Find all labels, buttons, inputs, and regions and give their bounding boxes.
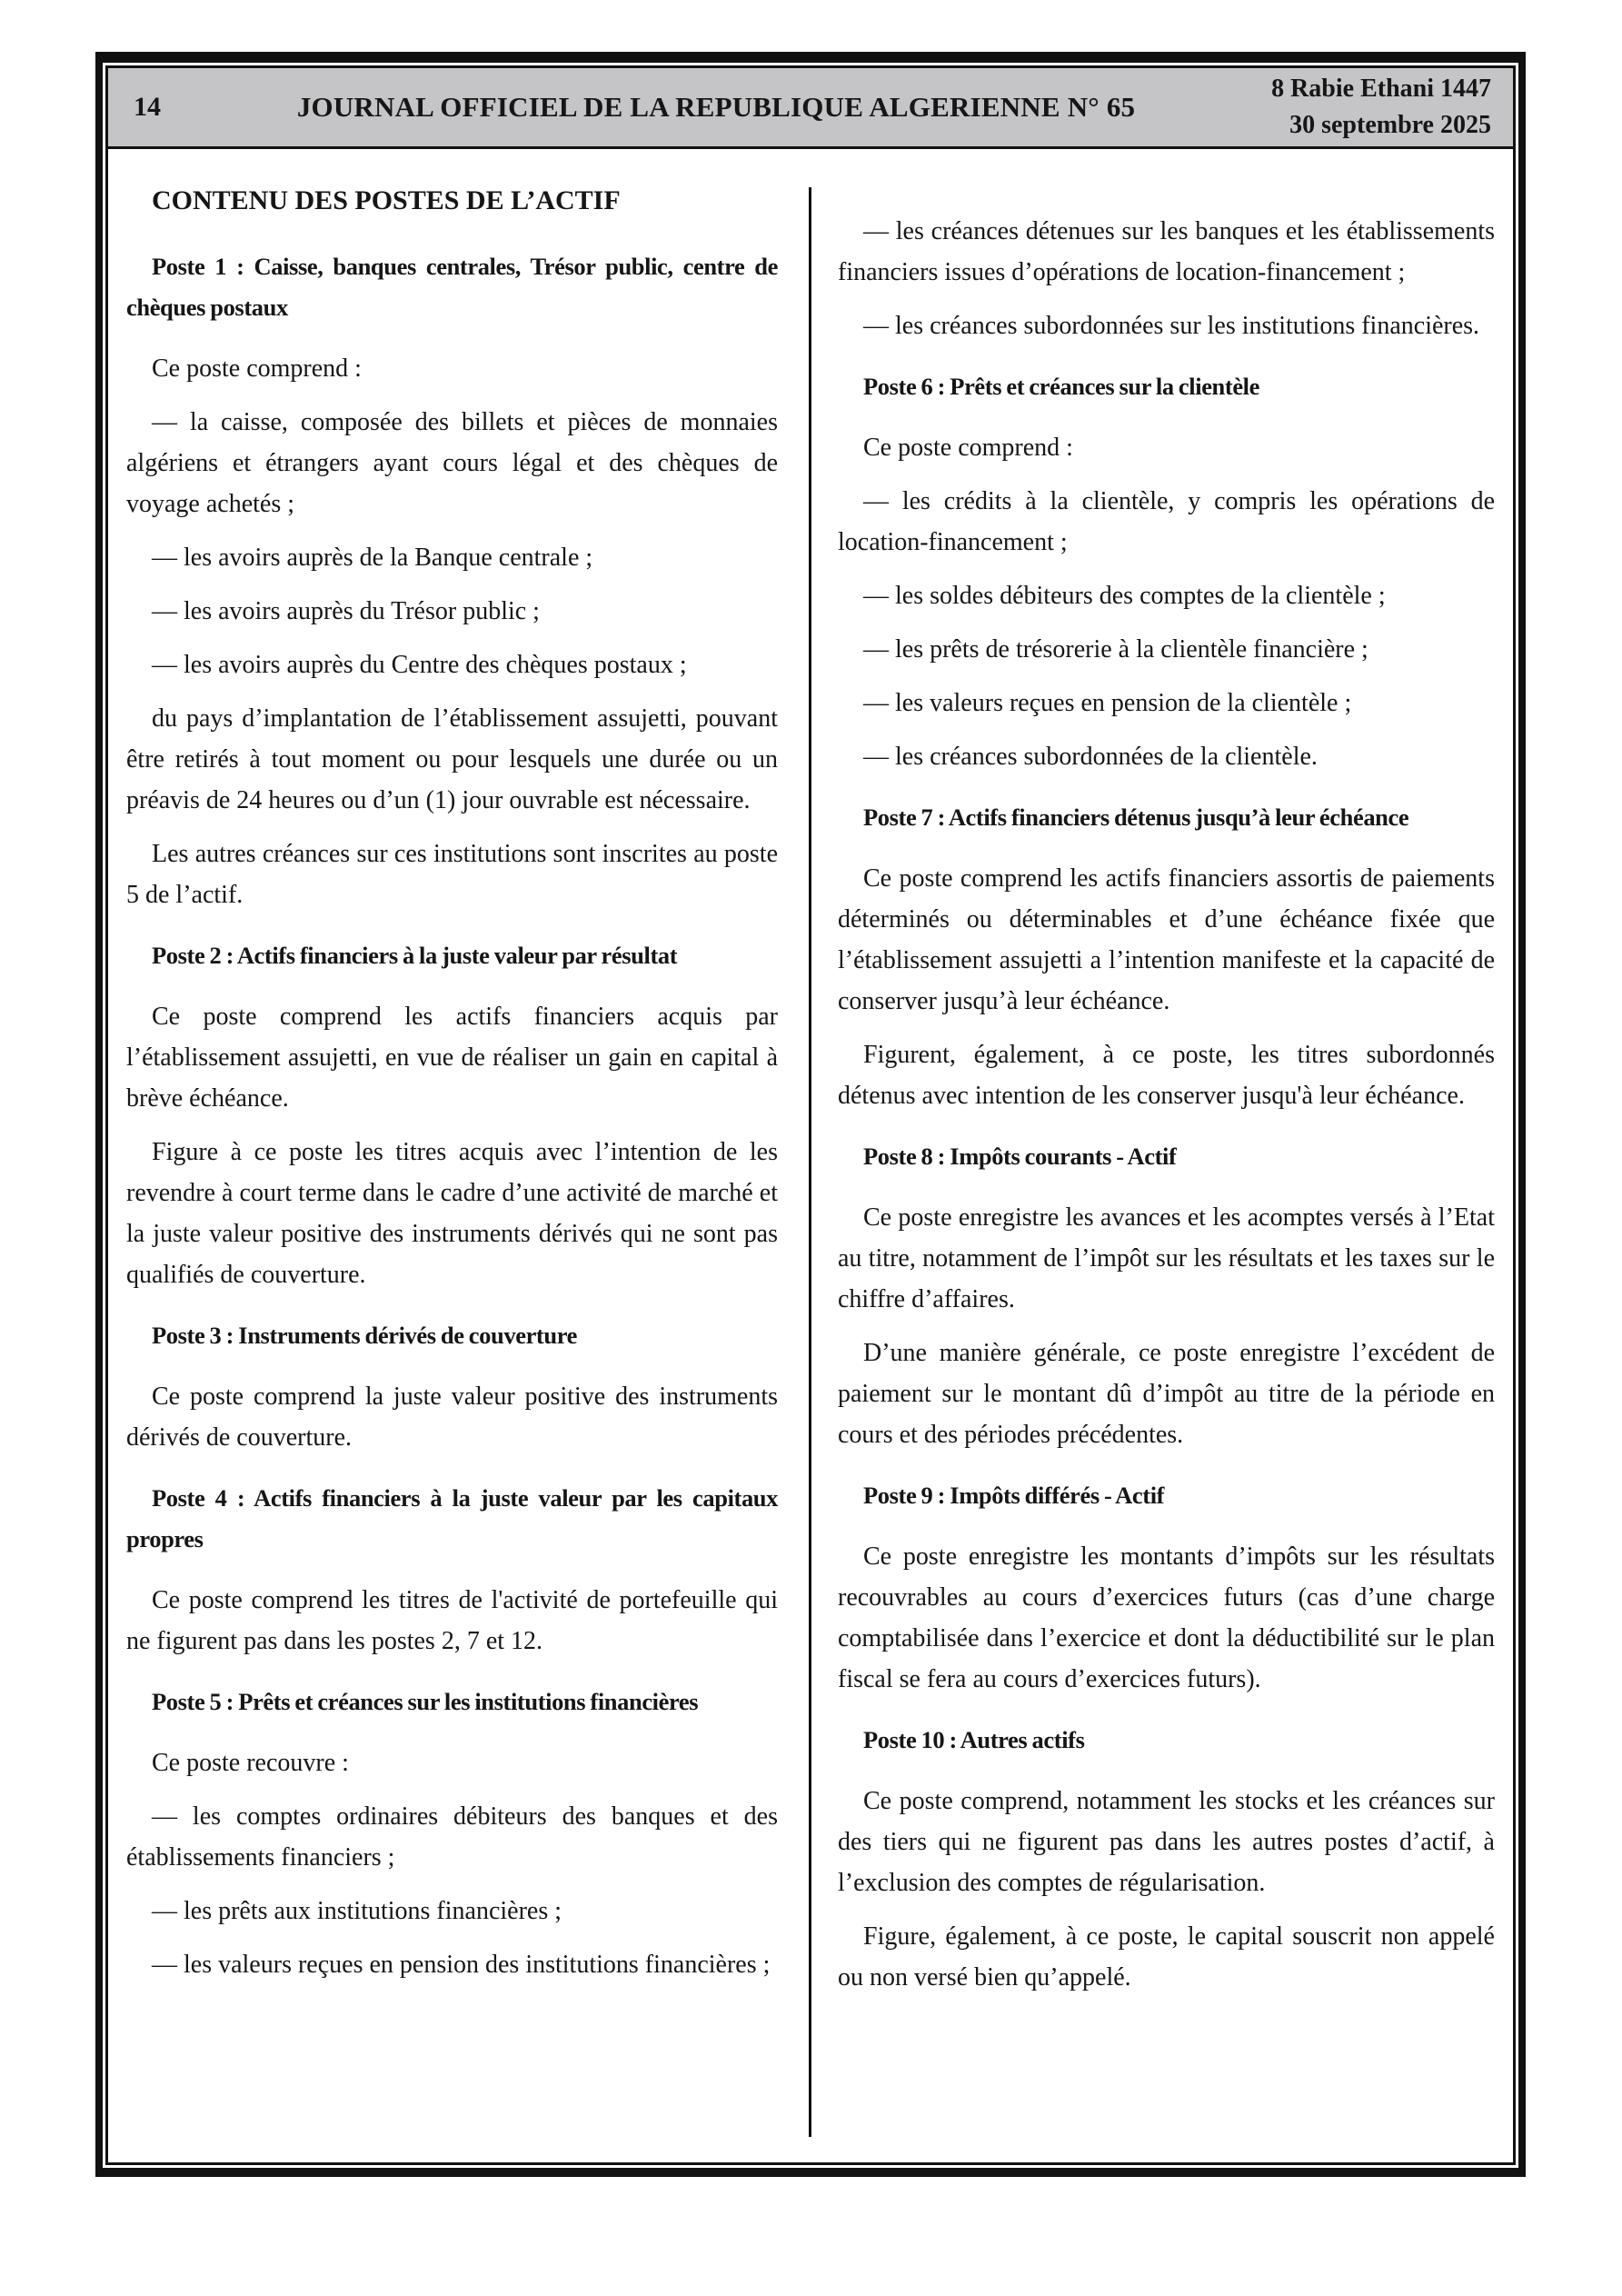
paragraph: Figurent, également, à ce poste, les titres subordonnés détenus avec intention de les conserver jusqu'à leur échéance. [838, 1041, 1495, 1110]
poste-heading: Poste 8 : Impôts courants - Actif [863, 1143, 1177, 1170]
list-item: — la caisse, composée des billets et pièces de monnaies algériens et étrangers ayant cours légal et des chèques de voyage achetés ; [126, 408, 778, 518]
list-item: — les créances détenues sur les banques et les établissements financiers issues d’opérations de location-financement ; [838, 217, 1495, 286]
column-divider-rule [809, 187, 811, 2137]
poste-heading: Poste 4 : Actifs financiers à la juste valeur par les capitaux propres [126, 1484, 778, 1552]
poste-heading: Poste 5 : Prêts et créances sur les institutions financières [152, 1688, 699, 1715]
paragraph: Ce poste comprend la juste valeur positive des instruments dérivés de couverture. [126, 1383, 778, 1452]
list-item: — les créances subordonnées de la clientèle. [863, 743, 1318, 771]
paragraph: D’une manière générale, ce poste enregistre l’excédent de paiement sur le montant dû d’impôt au titre de la période en cours et des périodes précédentes. [838, 1339, 1495, 1449]
section-title: CONTENU DES POSTES DE L’ACTIF [152, 185, 621, 215]
paragraph: Ce poste recouvre : [152, 1749, 349, 1777]
list-item: — les avoirs auprès du Trésor public ; [152, 597, 540, 625]
paragraph: Les autres créances sur ces institutions sont inscrites au poste 5 de l’actif. [126, 840, 778, 909]
list-item: — les créances subordonnées sur les institutions financières. [863, 312, 1480, 340]
paragraph: Ce poste enregistre les montants d’impôts sur les résultats recouvrables au cours d’exercices futurs (cas d’une charge comptabilisée dans l’exercice et dont la déductibilité sur le plan fiscal se fera au cours d’exercices futurs). [838, 1542, 1495, 1693]
list-item: — les prêts de trésorerie à la clientèle financière ; [863, 635, 1368, 664]
poste-heading: Poste 2 : Actifs financiers à la juste valeur par résultat [152, 942, 678, 969]
poste-heading: Poste 1 : Caisse, banques centrales, Trésor public, centre de chèques postaux [126, 253, 778, 321]
masthead [108, 68, 1513, 149]
poste-heading: Poste 10 : Autres actifs [863, 1726, 1085, 1753]
date-gregorian: 30 septembre 2025 [1289, 111, 1491, 139]
list-item: — les valeurs reçues en pension de la clientèle ; [863, 689, 1352, 717]
paragraph: Ce poste comprend : [863, 434, 1073, 462]
poste-heading: Poste 6 : Prêts et créances sur la clientèle [863, 373, 1260, 400]
list-item: — les avoirs auprès de la Banque centrale ; [152, 544, 593, 572]
page-content [108, 149, 1513, 2162]
paragraph: Ce poste comprend : [152, 354, 362, 383]
left-column [126, 176, 811, 2162]
journal-page [95, 52, 1526, 2177]
paragraph: Ce poste enregistre les avances et les acomptes versés à l’Etat au titre, notamment de l’impôt sur les résultats et les taxes sur le chiffre d’affaires. [838, 1203, 1495, 1313]
page-number: 14 [134, 92, 161, 122]
list-item: — les crédits à la clientèle, y compris les opérations de location-financement ; [838, 487, 1495, 556]
list-item: — les avoirs auprès du Centre des chèques postaux ; [152, 651, 687, 679]
journal-title: JOURNAL OFFICIEL DE LA REPUBLIQUE ALGERIENNE N° 65 [296, 91, 1136, 123]
paragraph: Ce poste comprend les actifs financiers acquis par l’établissement assujetti, en vue de réaliser un gain en capital à brève échéance. [126, 1003, 778, 1113]
paragraph: Figure, également, à ce poste, le capital souscrit non appelé ou non versé bien qu’appelé. [838, 1922, 1495, 1992]
list-item: — les valeurs reçues en pension des institutions financières ; [152, 1951, 771, 1979]
poste-heading: Poste 7 : Actifs financiers détenus jusqu’à leur échéance [863, 804, 1409, 831]
poste-heading: Poste 3 : Instruments dérivés de couverture [152, 1322, 577, 1349]
paragraph: Ce poste comprend les actifs financiers assortis de paiements déterminés ou déterminables et d’une échéance fixée que l’établissement assujetti a l’intention manifeste et la capacité de conserver jusqu’à leur échéance. [838, 864, 1495, 1015]
right-column [811, 176, 1495, 2162]
paragraph: Ce poste comprend, notamment les stocks et les créances sur des tiers qui ne figurent pas dans les autres postes d’actif, à l’exclusion des comptes de régularisation. [838, 1787, 1495, 1897]
date-block [1271, 71, 1491, 144]
paragraph: Figure à ce poste les titres acquis avec l’intention de les revendre à court terme dans le cadre d’une activité de marché et la juste valeur positive des instruments dérivés qui ne sont pas qualifiés de couverture. [126, 1138, 778, 1289]
list-item: — les prêts aux institutions financières ; [152, 1897, 562, 1925]
paragraph: du pays d’implantation de l’établissement assujetti, pouvant être retirés à tout moment ou pour lesquels une durée ou un préavis de 24 heures ou d’un (1) jour ouvrable est nécessaire. [126, 704, 778, 814]
list-item: — les soldes débiteurs des comptes de la clientèle ; [863, 582, 1386, 610]
paragraph: Ce poste comprend les titres de l'activité de portefeuille qui ne figurent pas dans les postes 2, 7 et 12. [126, 1586, 778, 1655]
page-frame-inner [105, 65, 1516, 2165]
list-item: — les comptes ordinaires débiteurs des banques et des établissements financiers ; [126, 1802, 778, 1872]
poste-heading: Poste 9 : Impôts différés - Actif [863, 1482, 1165, 1509]
date-hijri: 8 Rabie Ethani 1447 [1271, 75, 1491, 104]
